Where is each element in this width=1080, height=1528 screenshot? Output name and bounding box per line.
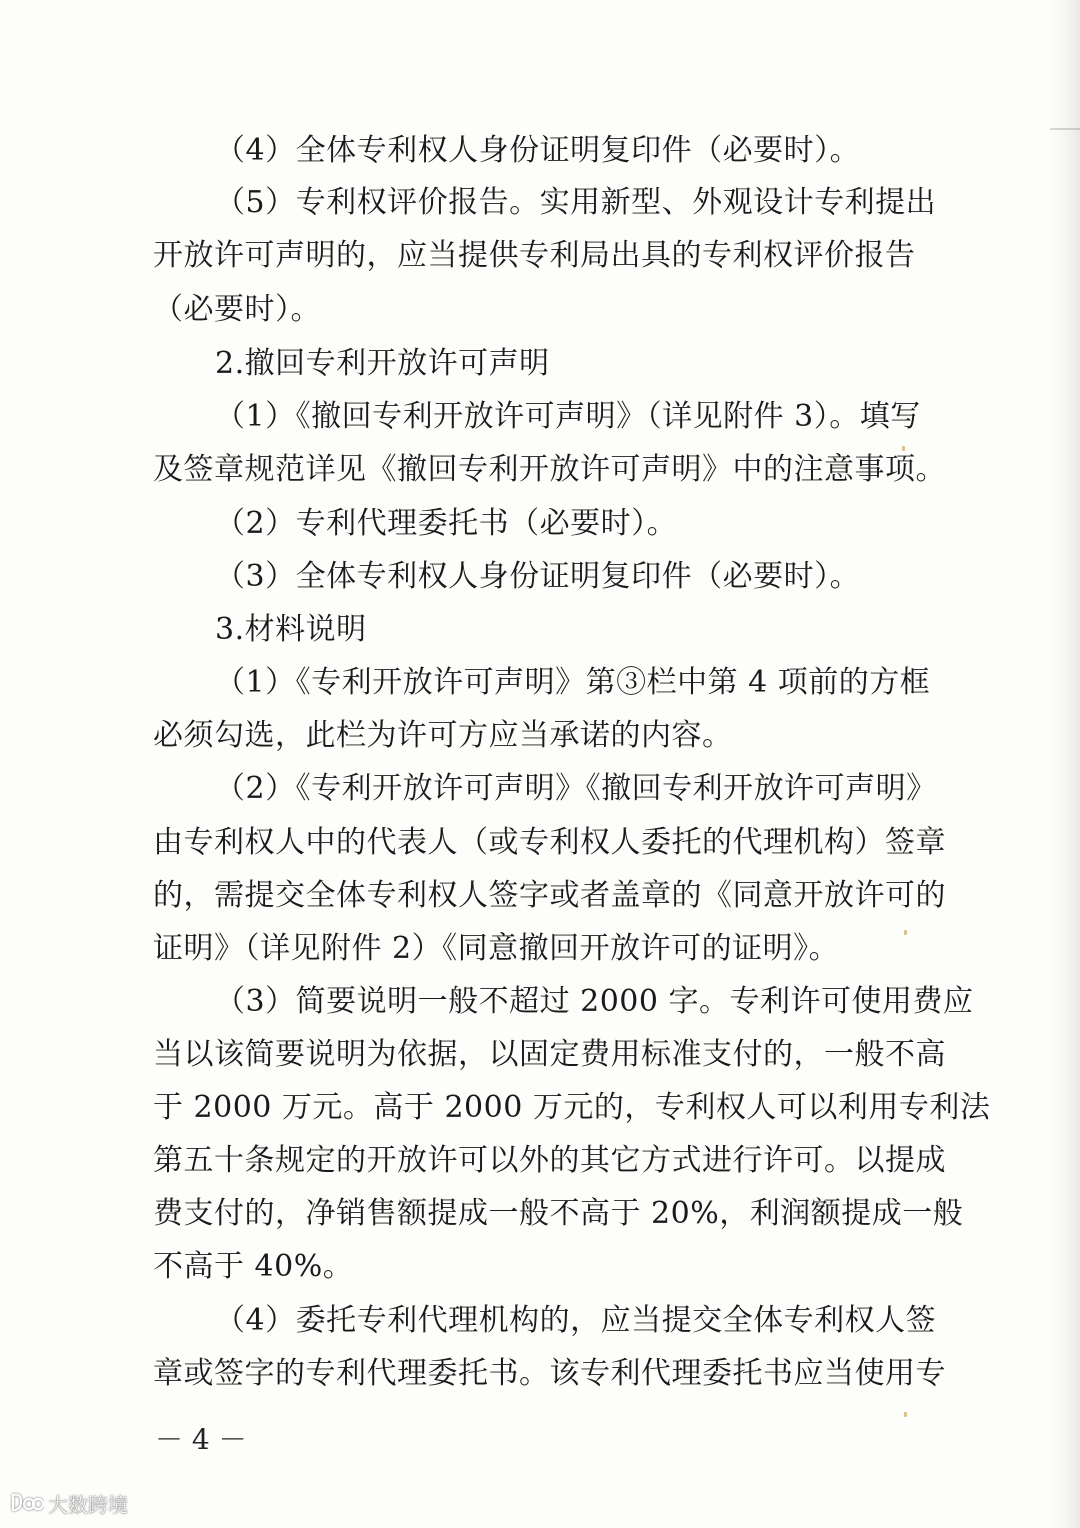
text-line: （4）全体专利权人身份证明复印件（必要时）。	[215, 133, 861, 168]
text-line: （2）《专利开放许可声明》《撤回专利开放许可声明》	[215, 771, 937, 806]
text-line: 于 2000 万元。高于 2000 万元的，专利权人可以利用专利法	[153, 1090, 991, 1125]
text-line: 章或签字的专利代理委托书。该专利代理委托书应当使用专	[153, 1356, 946, 1391]
watermark	[8, 1488, 128, 1518]
text-line: （1）《撤回专利开放许可声明》（详见附件 3）。填写	[215, 399, 921, 434]
text-line: 费支付的，净销售额提成一般不高于 20%，利润额提成一般	[153, 1196, 964, 1231]
text-line: 由专利权人中的代表人（或专利权人委托的代理机构）签章	[153, 825, 946, 860]
section-heading: 3.材料说明	[215, 612, 367, 647]
bilibili-style-logo-icon	[8, 1490, 44, 1516]
text-line: 开放许可声明的，应当提供专利局出具的专利权评价报告	[153, 238, 916, 273]
text-line: 不高于 40%。	[153, 1249, 354, 1284]
text-line: （3）简要说明一般不超过 2000 字。专利许可使用费应	[215, 984, 974, 1019]
scan-speck	[904, 930, 907, 935]
section-heading: 2.撤回专利开放许可声明	[215, 346, 550, 381]
text-line: 第五十条规定的开放许可以外的其它方式进行许可。以提成	[153, 1143, 946, 1178]
watermark-text: 大数跨境	[48, 1492, 128, 1517]
text-line: （3）全体专利权人身份证明复印件（必要时）。	[215, 559, 861, 594]
text-line: 必须勾选，此栏为许可方应当承诺的内容。	[153, 718, 733, 753]
scan-speck	[902, 446, 905, 451]
scan-speck	[904, 1412, 907, 1417]
scan-fold-mark	[1050, 128, 1080, 130]
text-line: （1）《专利开放许可声明》第③栏中第 4 项前的方框	[215, 665, 931, 700]
scan-edge-shadow	[1050, 0, 1080, 1528]
text-line: 及签章规范详见《撤回专利开放许可声明》中的注意事项。	[153, 452, 946, 487]
page-number: － 4 －	[155, 1423, 247, 1456]
text-line: 当以该简要说明为依据，以固定费用标准支付的，一般不高	[153, 1037, 946, 1072]
text-line: （2）专利代理委托书（必要时）。	[215, 506, 678, 541]
text-line: （必要时）。	[153, 292, 321, 327]
text-line: 证明》（详见附件 2）《同意撤回开放许可的证明》。	[153, 931, 840, 966]
text-line: （5）专利权评价报告。实用新型、外观设计专利提出	[215, 185, 937, 220]
text-line: 的，需提交全体专利权人签字或者盖章的《同意开放许可的	[153, 878, 946, 913]
text-line: （4）委托专利代理机构的，应当提交全体专利权人签	[215, 1303, 937, 1338]
